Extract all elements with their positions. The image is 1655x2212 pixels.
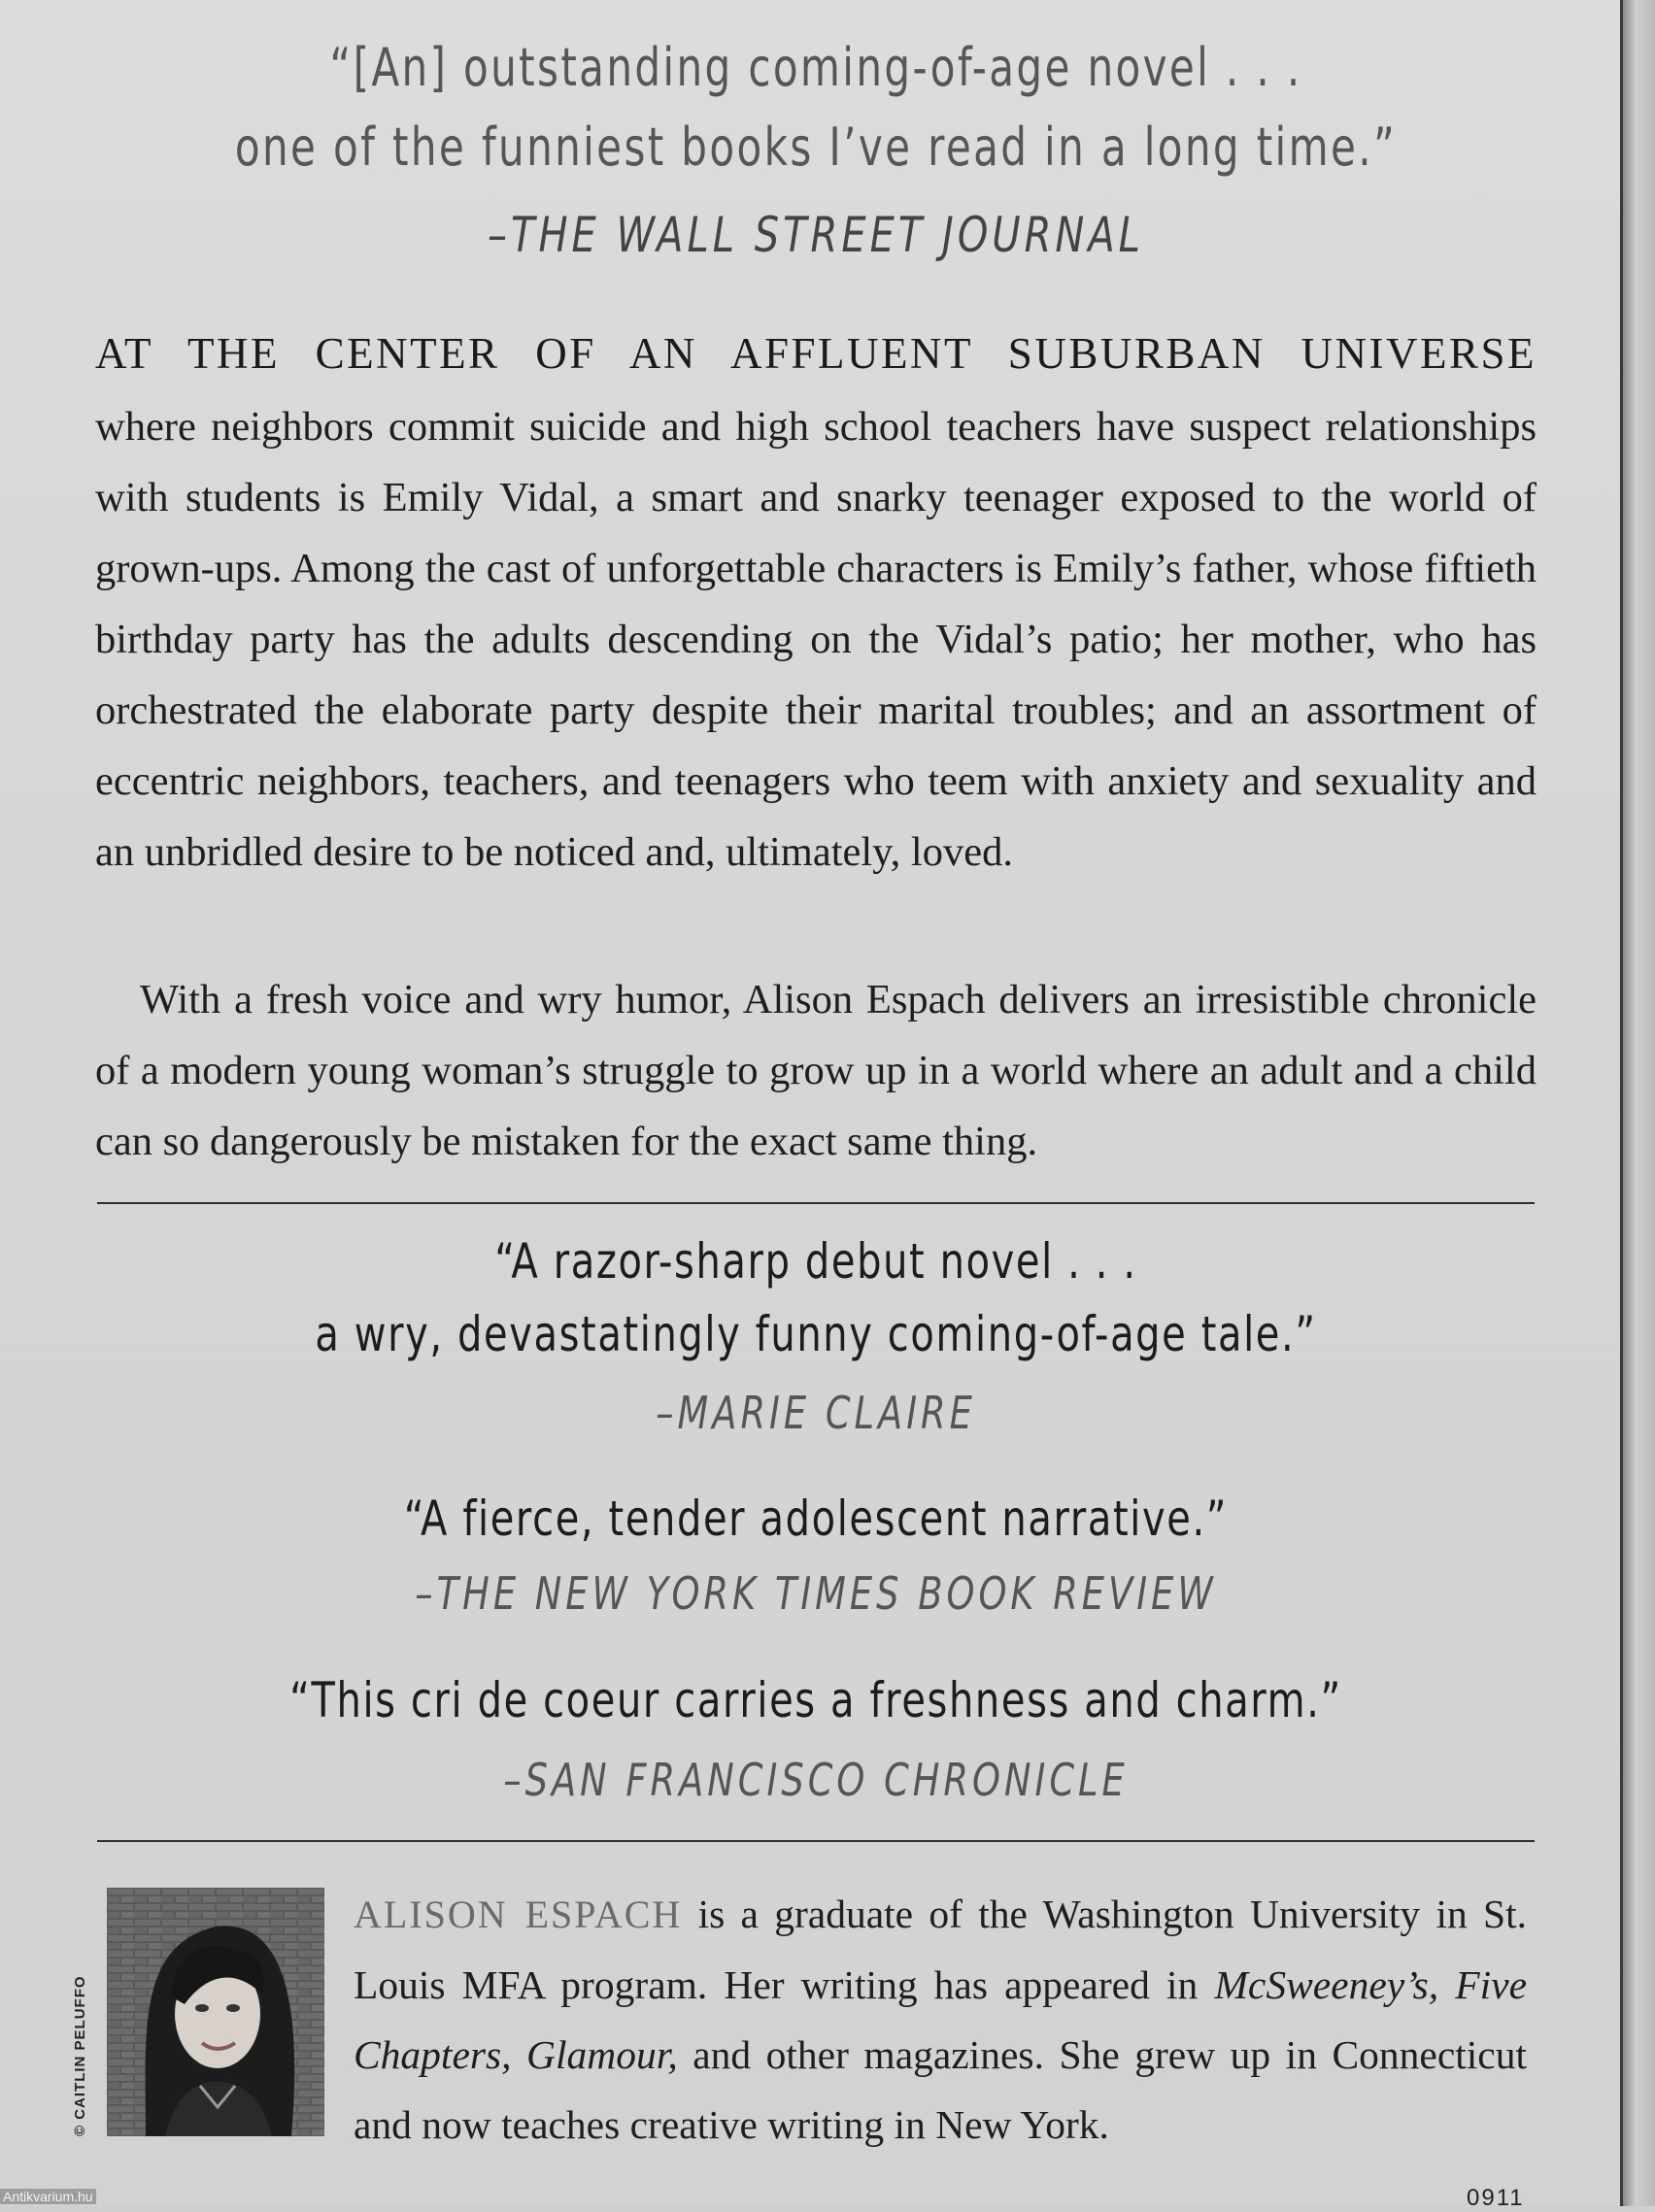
author-publications: McSweeney’s, Five Chapters, Glamour, [354,1962,1527,2077]
catalog-code: 0911 [1467,2185,1525,2211]
author-portrait-icon [107,1888,324,2136]
author-bio-text-1: is a graduate of the Washington University in St. Louis MFA program. Her writing has appeared in [354,1892,1527,2007]
description-lead: AT THE CENTER OF AN AFFLUENT SUBURBAN UNIVERSE [95,329,1537,378]
top-quote-attribution: –THE WALL STREET JOURNAL [488,207,1144,263]
review-1-line-1: “A razor-sharp debut novel . . . [494,1233,1137,1290]
review-3-line-1: “This cri de coeur carries a freshness and charm.” [289,1672,1342,1728]
author-bio-text-2: and other magazines. She grew up in Connecticut and now teaches creative writing in New York. [354,2032,1527,2147]
divider-top [97,1202,1535,1204]
author-name: ALISON ESPACH [354,1893,683,1936]
page-edge [1623,0,1655,2206]
author-bio [354,1879,1527,2160]
top-quote-line-1: “[An] outstanding coming-of-age novel . . . [329,37,1302,98]
photo-credit: © CAITLIN PELUFFO [72,1975,88,2136]
review-2-attribution: –THE NEW YORK TIMES BOOK REVIEW [415,1567,1217,1620]
description-paragraph-1: where neighbors commit suicide and high school teachers have suspect relationships with students is Emily Vidal, a smart and snarky teenager exposed to the world of grown-ups. Among the cast of unforgettable characters is Emily’s father, whose fiftieth birthday party has the adults descending on the Vidal’s patio; her mother, who has orchestrated the elaborate party despite their marital troubles; and an assortment of eccentric neighbors, teachers, and teenagers who teem with anxiety and sexuality and an unbridled desire to be noticed and, ultimately, loved. [95,404,1537,875]
review-3-attribution: –SAN FRANCISCO CHRONICLE [503,1754,1129,1806]
review-1-attribution: –MARIE CLAIRE [656,1387,976,1439]
top-quote-line-2: one of the funniest books I’ve read in a long time.” [234,117,1398,178]
review-2-line-1: “A fierce, tender adolescent narrative.” [403,1491,1229,1547]
watermark: Antikvarium.hu [0,2189,96,2204]
description-paragraph-2: With a fresh voice and wry humor, Alison Espach delivers an irresistible chronicle of a modern young woman’s struggle to grow up in a world where an adult and a child can so dangerously be mistaken for the exact same thing. [95,977,1537,1164]
review-1-line-2: a wry, devastatingly funny coming-of-age tale.” [315,1306,1317,1362]
divider-bottom [97,1840,1535,1842]
author-photo [107,1888,324,2136]
